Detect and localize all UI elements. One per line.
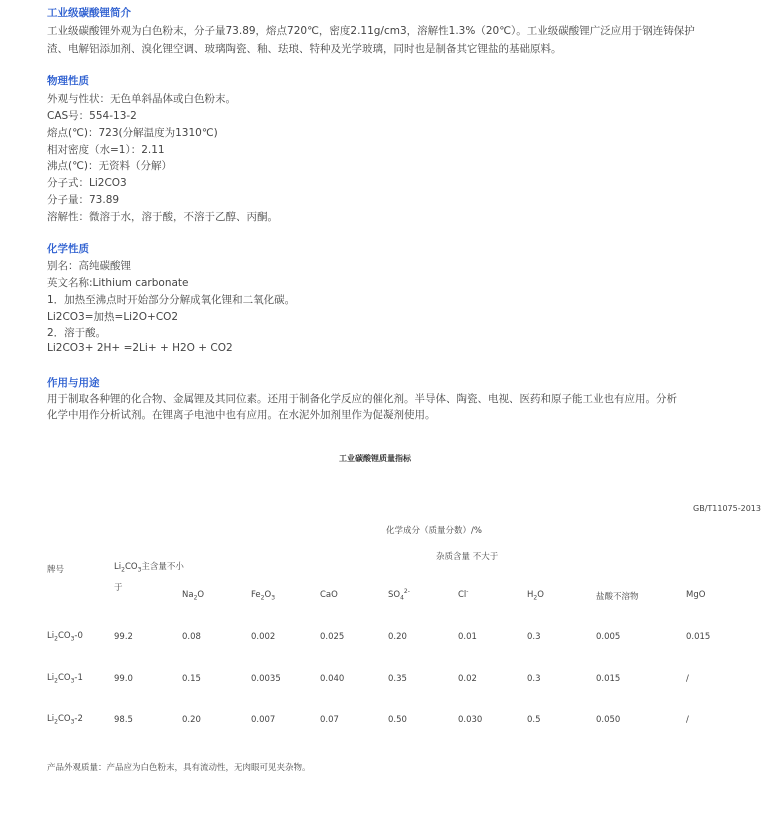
table-cell: 0.5 [527,715,541,725]
table-cell: 0.02 [458,674,477,684]
table-cell: 0.025 [320,632,345,642]
header-insoluble: 盐酸不溶物 [596,592,639,602]
table-cell: 0.3 [527,632,541,642]
chemical-line: Li2CO3=加热=Li2O+CO2 [47,311,179,323]
physical-line: 相对密度（水=1）：2.11 [47,144,165,156]
standard-code: GB/T11075-2013 [693,504,761,513]
chemical-line: 英文名称:Lithium carbonate [47,277,189,289]
intro-heading: 工业级碳酸锂简介 [47,7,131,19]
header-fe2o3: $Fe_2O_3$ [251,590,276,602]
chemical-line: 别名：高纯碳酸锂 [47,260,131,272]
physical-line: 外观与性状：无色单斜晶体或白色粉末。 [47,93,236,105]
header-cao: CaO [320,590,338,600]
table-cell: 0.20 [388,632,407,642]
row-grade: $Li_2CO_3-2$ [47,714,83,726]
table-cell: 0.005 [596,632,621,642]
table-cell: 0.0035 [251,674,281,684]
intro-line-2: 渣、电解铝添加剂、溴化锂空调、玻璃陶瓷、釉、珐琅、特种及光学玻璃，同时也是制备其它锂盐的基础原料。 [47,43,562,55]
physical-line: 沸点(℃)：无资料（分解） [47,160,172,172]
header-h2o: $H_2O$ [527,590,544,602]
table-cell: 0.50 [388,715,407,725]
row-grade: $Li_2CO_3-0$ [47,631,83,643]
usage-line-1: 用于制取各种锂的化合物、金属锂及其同位素。还用于制备化学反应的催化剂。半导体、陶瓷、电视、医药和原子能工业也有应用。分析 [47,393,677,405]
chemical-heading: 化学性质 [47,243,89,255]
table-cell: 0.20 [182,715,201,725]
usage-heading: 作用与用途 [47,377,100,389]
table-cell: 0.15 [182,674,201,684]
physical-line: 溶解性：微溶于水，溶于酸，不溶于乙醇、丙酮。 [47,211,278,223]
table-title: 工业碳酸锂质量指标 [339,454,411,463]
header-grade: 牌号 [47,565,65,575]
table-cell: 99.0 [114,674,133,684]
table-cell: 0.3 [527,674,541,684]
header-so4: $SO_4^{2-}$ [388,588,410,602]
table-cell: 0.002 [251,632,276,642]
usage-line-2: 化学中用作分析试剂。在锂离子电池中也有应用。在水泥外加剂里作为促凝剂使用。 [47,409,436,421]
physical-line: 分子量：73.89 [47,194,120,206]
table-cell: 0.01 [458,632,477,642]
table-cell: / [686,674,689,684]
table-cell: 0.040 [320,674,345,684]
row-grade: $Li_2CO_3-1$ [47,673,83,685]
header-mgo: MgO [686,590,706,600]
chemical-line: 1．加热至沸点时开始部分分解成氧化锂和二氧化碳。 [47,294,296,306]
table-cell: 0.35 [388,674,407,684]
chemical-line: Li2CO3+ 2H+ =2Li+ + H2O + CO2 [47,342,233,354]
physical-line: CAS号：554-13-2 [47,110,137,122]
physical-line: 分子式：Li2CO3 [47,177,127,189]
composition-label: 化学成分（质量分数）/% [386,526,482,536]
table-cell: 0.030 [458,715,483,725]
impurity-label: 杂质含量 不大于 [436,552,499,562]
table-cell: 0.007 [251,715,276,725]
header-main-content: $Li_2CO_3$主含量不小 [114,562,184,574]
table-cell: 0.015 [686,632,711,642]
table-cell: / [686,715,689,725]
table-cell: 0.015 [596,674,621,684]
header-na2o: $Na_2O$ [182,590,205,602]
table-cell: 98.5 [114,715,133,725]
intro-line-1: 工业级碳酸锂外观为白色粉末，分子量73.89，熔点720℃，密度2.11g/cm3，溶解性1.3%（20℃）。工业级碳酸锂广泛应用于钢连铸保护 [47,25,695,37]
table-cell: 99.2 [114,632,133,642]
header-cl: Cl- [458,588,469,600]
chemical-line: 2．溶于酸。 [47,327,107,339]
table-cell: 0.07 [320,715,339,725]
footer-note: 产品外观质量：产品应为白色粉末，具有流动性，无肉眼可见夹杂物。 [47,763,311,773]
table-cell: 0.08 [182,632,201,642]
physical-line: 熔点(℃)：723(分解温度为1310℃) [47,127,218,139]
physical-heading: 物理性质 [47,75,89,87]
table-cell: 0.050 [596,715,621,725]
header-main-content-wrap: 于 [114,583,123,593]
